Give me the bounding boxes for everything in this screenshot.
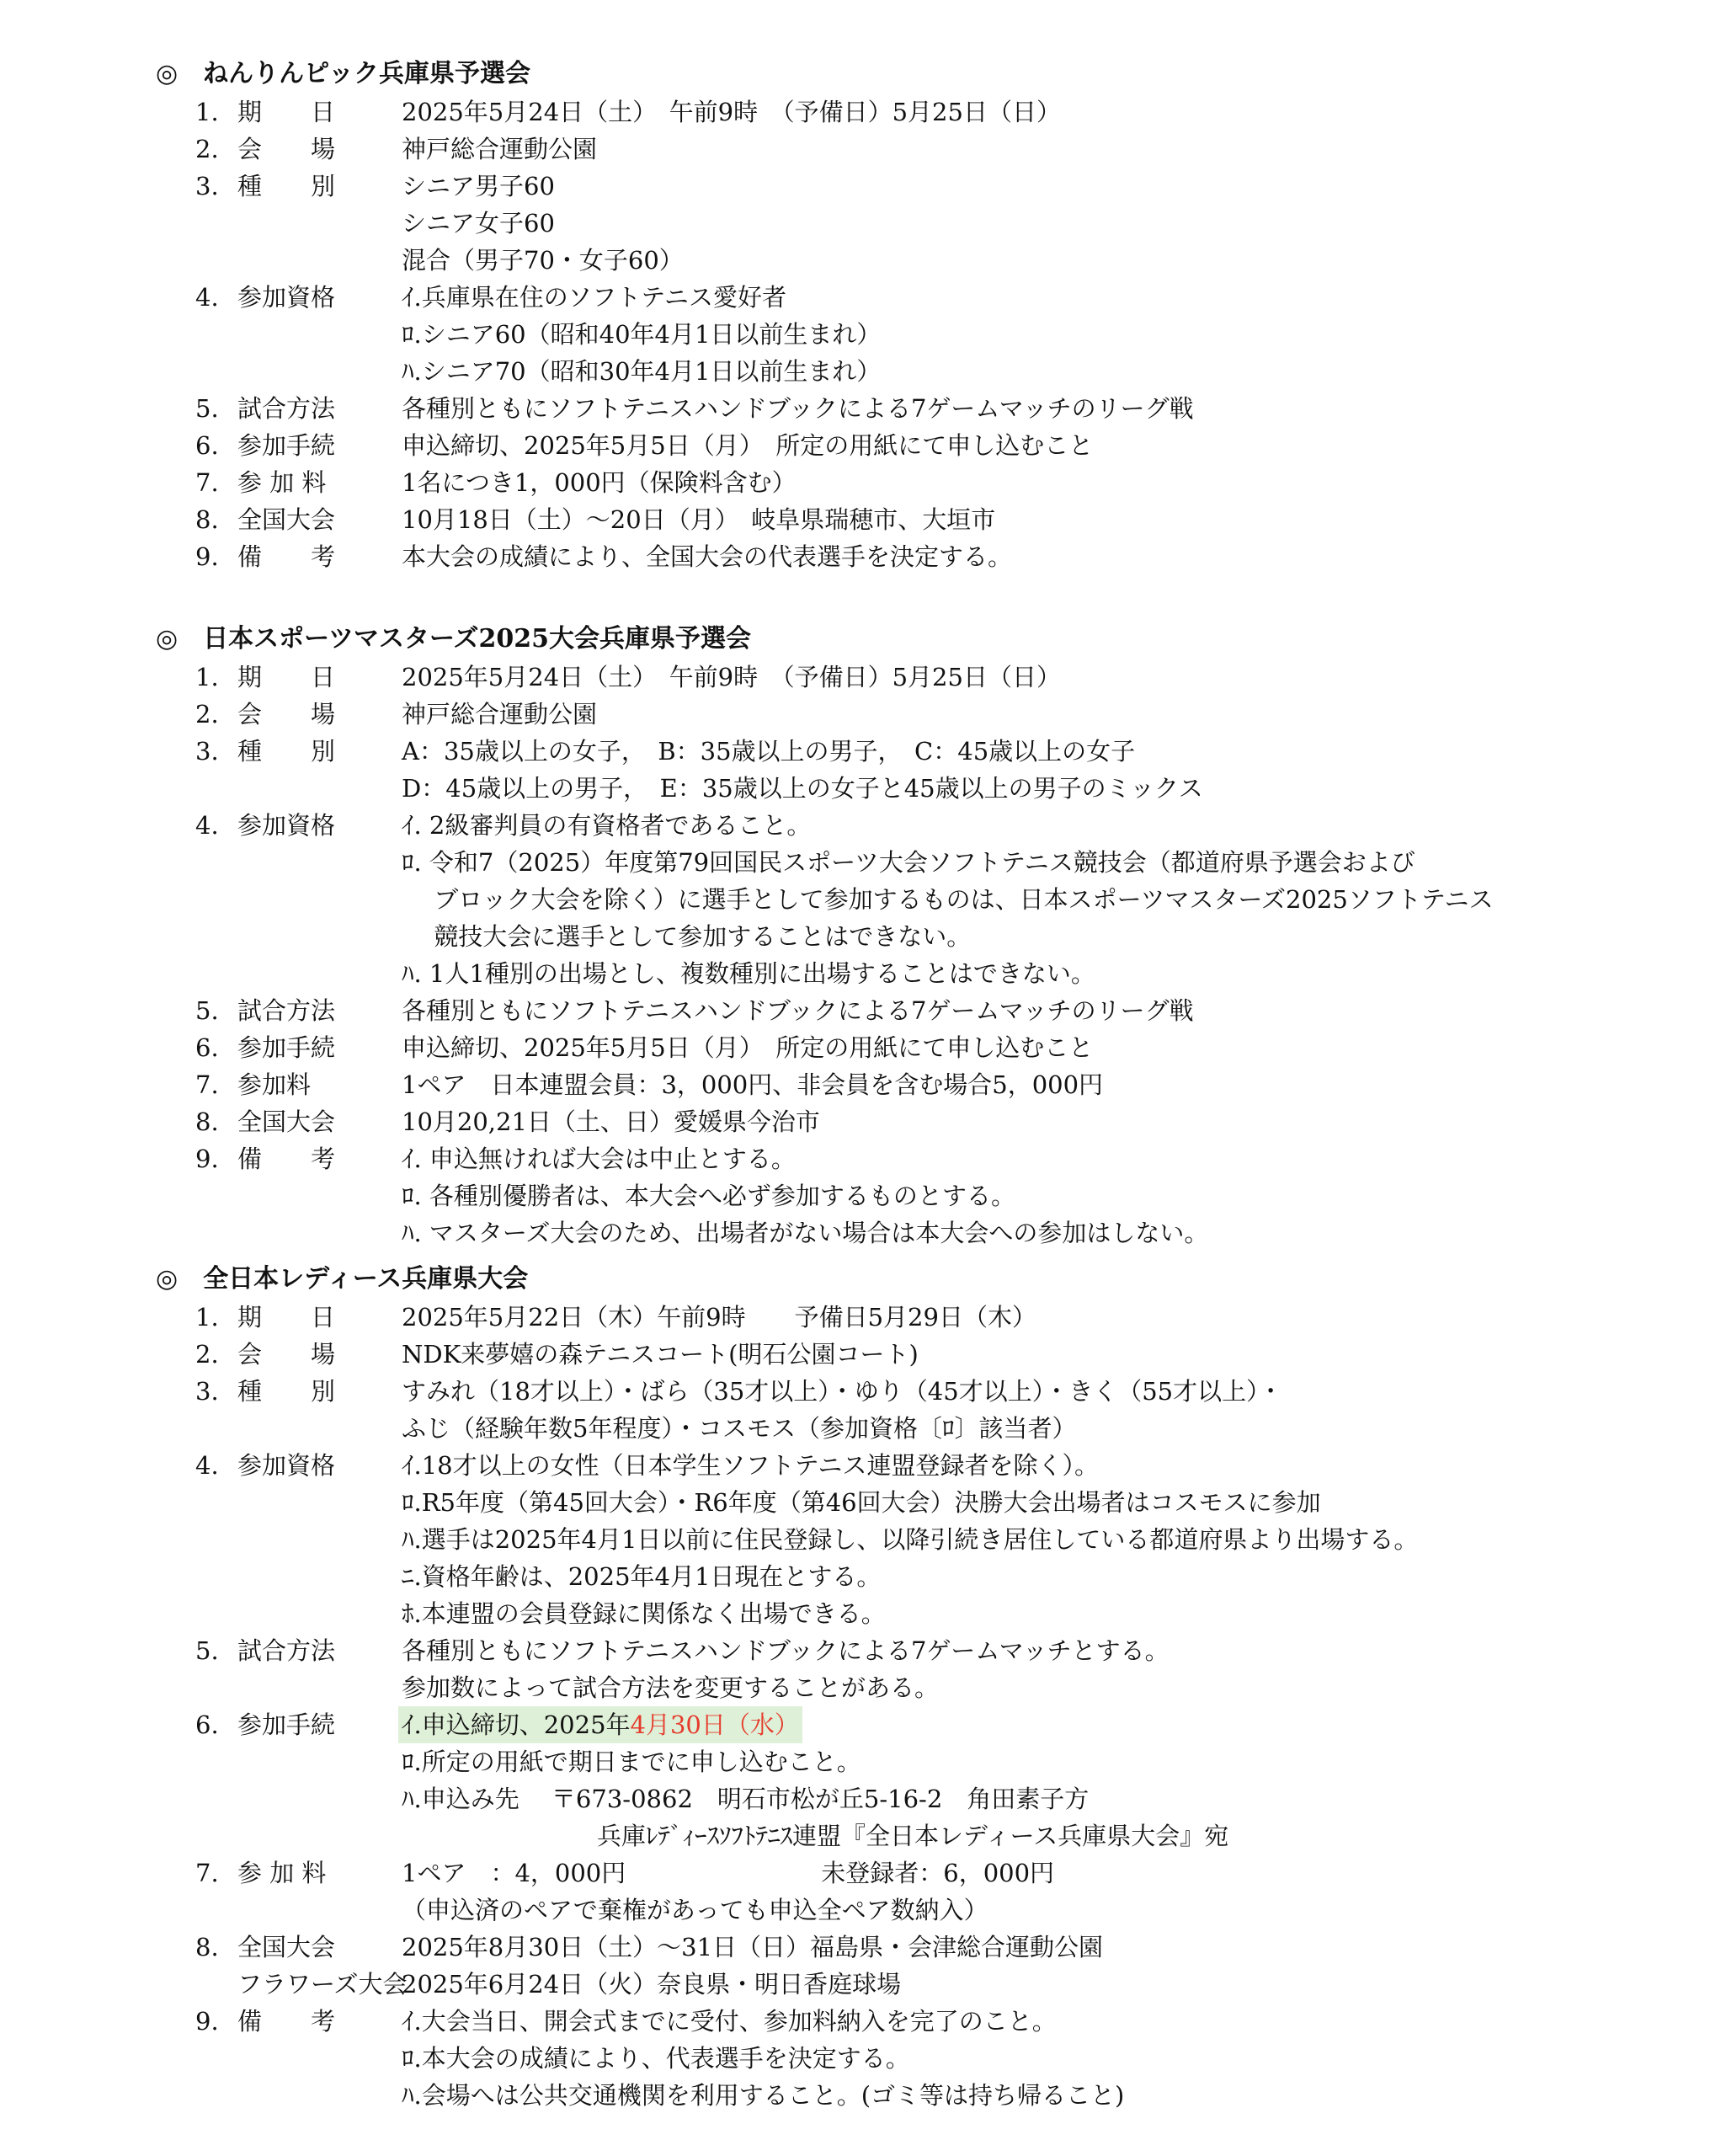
item-number: 4. xyxy=(195,811,219,840)
item-label: 全国大会 xyxy=(237,1107,336,1136)
item-number: 8. xyxy=(195,1107,219,1136)
item-label: 参加資格 xyxy=(237,1451,336,1480)
item-text: 10月20,21日（土、日）愛媛県今治市 xyxy=(402,1107,820,1136)
item-text: ｲ.18才以上の女性（日本学生ソフトテニス連盟登録者を除く）。 xyxy=(402,1451,1099,1480)
item-label: 参加料 xyxy=(237,1070,312,1099)
item-text: A：35歳以上の女子， B：35歳以上の男子， C：45歳以上の女子 xyxy=(402,737,1136,766)
item-text: シニア女子60 xyxy=(402,209,555,237)
item-number: 1. xyxy=(195,663,219,691)
item-text: ﾊ.シニア70（昭和30年4月1日以前生まれ） xyxy=(402,357,882,386)
item-text: 2025年5月24日（土） 午前9時 （予備日）5月25日（日） xyxy=(402,663,1061,691)
item-label: 期 日 xyxy=(237,1303,336,1331)
item-text: ﾛ. 各種別優勝者は、本大会へ必ず参加するものとする。 xyxy=(402,1182,1015,1210)
item-number: 9. xyxy=(195,542,219,571)
item-label: 種 別 xyxy=(237,737,336,766)
item-text: ﾎ.本連盟の会員登録に関係なく出場できる。 xyxy=(402,1599,886,1628)
item-text: ｲ.兵庫県在住のソフトテニス愛好者 xyxy=(402,283,786,312)
item-number: 6. xyxy=(195,431,219,460)
item-label: 参 加 料 xyxy=(237,1859,327,1887)
item-text: 各種別ともにソフトテニスハンドブックによる7ゲームマッチのリーグ戦 xyxy=(402,394,1194,423)
item-label: 試合方法 xyxy=(237,1636,336,1665)
item-number: 7. xyxy=(195,468,219,497)
item-text: ﾆ.資格年齢は、2025年4月1日現在とする。 xyxy=(402,1562,882,1591)
item-label: 全国大会 xyxy=(237,505,336,534)
deadline-text: ｲ.申込締切、2025年 xyxy=(402,1710,631,1739)
item-label: 試合方法 xyxy=(237,996,336,1025)
item-label: 参加手続 xyxy=(237,1033,336,1062)
item-text: ブロック大会を除く）に選手として参加するものは、日本スポーツマスターズ2025ソフトテニス xyxy=(402,885,1494,914)
item-number: 4. xyxy=(195,283,219,312)
item-text: ﾊ. 1人1種別の出場とし、複数種別に出場することはできない。 xyxy=(402,959,1095,988)
item-number: 4. xyxy=(195,1451,219,1480)
item-text: ﾊ.選手は2025年4月1日以前に住民登録し、以降引続き居住している都道府県より出場する。 xyxy=(402,1525,1419,1554)
item-text: 申込締切、2025年5月5日（月） 所定の用紙にて申し込むこと xyxy=(402,431,1094,460)
item-text: 申込締切、2025年5月5日（月） 所定の用紙にて申し込むこと xyxy=(402,1033,1094,1062)
item-text: 兵庫ﾚﾃﾞｨｰｽｿﾌﾄﾃﾆｽ連盟『全日本レディース兵庫県大会』宛 xyxy=(402,1822,1229,1850)
item-label: 参加資格 xyxy=(237,283,336,312)
item-text: ﾛ. 令和7（2025）年度第79回国民スポーツ大会ソフトテニス競技会（都道府県予選会および xyxy=(402,848,1415,877)
item-label: 参加手続 xyxy=(237,1710,336,1739)
item-label: 備 考 xyxy=(237,2007,336,2036)
item-number: 2. xyxy=(195,1340,219,1369)
item-text: ｲ.大会当日、開会式までに受付、参加料納入を完了のこと。 xyxy=(402,2007,1057,2036)
section-title: ◎ 日本スポーツマスターズ2025大会兵庫県予選会 xyxy=(156,624,751,654)
item-text: 1ペア ：4，000円 未登録者：6，000円 xyxy=(402,1859,1055,1887)
item-text: 混合（男子70・女子60） xyxy=(402,246,684,275)
item-text: 競技大会に選手として参加することはできない。 xyxy=(402,922,972,951)
item-number: 8. xyxy=(195,505,219,534)
item-text: 2025年5月24日（土） 午前9時 （予備日）5月25日（日） xyxy=(402,98,1061,126)
item-number: 3. xyxy=(195,737,219,766)
deadline-highlight xyxy=(398,1706,802,1743)
section-title: ◎ 全日本レディース兵庫県大会 xyxy=(156,1264,529,1294)
item-label: 期 日 xyxy=(237,98,336,126)
item-number: 7. xyxy=(195,1859,219,1887)
item-label: 参 加 料 xyxy=(237,468,327,497)
flowers-label: フラワーズ大会 xyxy=(237,1970,408,1999)
item-label: 種 別 xyxy=(237,1377,336,1406)
item-number: 7. xyxy=(195,1070,219,1099)
item-text: 1ペア 日本連盟会員：3，000円、非会員を含む場合5，000円 xyxy=(402,1070,1104,1099)
item-text: NDK来夢嬉の森テニスコート(明石公園コート) xyxy=(402,1340,919,1369)
item-text: 2025年5月22日（木）午前9時 予備日5月29日（木） xyxy=(402,1303,1036,1331)
item-label: 会 場 xyxy=(237,700,336,728)
item-label: 備 考 xyxy=(237,542,336,571)
item-label: 期 日 xyxy=(237,663,336,691)
item-text: シニア男子60 xyxy=(402,172,555,200)
item-text: ﾛ.本大会の成績により、代表選手を決定する。 xyxy=(402,2044,910,2073)
deadline-date: 4月30日（水） xyxy=(630,1710,799,1739)
item-text: ﾊ.申込み先 〒673-0862 明石市松が丘5-16-2 角田素子方 xyxy=(402,1785,1090,1813)
item-number: 9. xyxy=(195,2007,219,2036)
item-label: 参加資格 xyxy=(237,811,336,840)
item-text: 各種別ともにソフトテニスハンドブックによる7ゲームマッチとする。 xyxy=(402,1636,1170,1665)
item-label: 会 場 xyxy=(237,1340,336,1369)
item-text: ﾛ.R5年度（第45回大会）・R6年度（第46回大会）決勝大会出場者はコスモスに参加 xyxy=(402,1488,1321,1517)
item-number: 1. xyxy=(195,1303,219,1331)
item-label: 試合方法 xyxy=(237,394,336,423)
flowers-text: 2025年6月24日（火）奈良県・明日香庭球場 xyxy=(402,1970,902,1999)
item-number: 5. xyxy=(195,996,219,1025)
item-text: ｲ. 2級審判員の有資格者であること。 xyxy=(402,811,812,840)
item-number: 5. xyxy=(195,394,219,423)
item-number: 5. xyxy=(195,1636,219,1665)
item-number: 8. xyxy=(195,1933,219,1961)
item-label: 種 別 xyxy=(237,172,336,200)
item-text: ふじ（経験年数5年程度）・コスモス（参加資格〔ﾛ〕該当者） xyxy=(402,1414,1077,1443)
section-title: ◎ ねんりんピック兵庫県予選会 xyxy=(156,59,530,88)
item-text: 1名につき1，000円（保険料含む） xyxy=(402,468,797,497)
item-text: ｲ. 申込無ければ大会は中止とする。 xyxy=(402,1145,796,1173)
item-number: 3. xyxy=(195,172,219,200)
item-text: 2025年8月30日（土）～31日（日）福島県・会津総合運動公園 xyxy=(402,1933,1104,1961)
item-label: 会 場 xyxy=(237,135,336,163)
item-text: 10月18日（土）～20日（月） 岐阜県瑞穂市、大垣市 xyxy=(402,505,996,534)
item-text: ﾊ. マスターズ大会のため、出場者がない場合は本大会への参加はしない。 xyxy=(402,1219,1209,1247)
item-text: ﾛ.所定の用紙で期日までに申し込むこと。 xyxy=(402,1748,861,1776)
item-label: 参加手続 xyxy=(237,431,336,460)
item-text: ﾛ.シニア60（昭和40年4月1日以前生まれ） xyxy=(402,320,882,349)
item-label: 全国大会 xyxy=(237,1933,336,1961)
item-number: 6. xyxy=(195,1033,219,1062)
item-number: 6. xyxy=(195,1710,219,1739)
item-text: 神戸総合運動公園 xyxy=(402,135,598,163)
item-number: 1. xyxy=(195,98,219,126)
item-label: 備 考 xyxy=(237,1145,336,1173)
item-number: 2. xyxy=(195,135,219,163)
item-text: （申込済のペアで棄権があっても申込全ペア数納入） xyxy=(402,1896,988,1924)
item-text: 参加数によって試合方法を変更することがある。 xyxy=(402,1673,940,1702)
item-number: 2. xyxy=(195,700,219,728)
item-number: 9. xyxy=(195,1145,219,1173)
item-text: 本大会の成績により、全国大会の代表選手を決定する。 xyxy=(402,542,1013,571)
item-text: すみれ（18才以上）・ばら（35才以上）・ゆり（45才以上）・きく（55才以上）・ xyxy=(402,1377,1283,1406)
item-text: 各種別ともにソフトテニスハンドブックによる7ゲームマッチのリーグ戦 xyxy=(402,996,1194,1025)
item-text: D：45歳以上の男子， E：35歳以上の女子と45歳以上の男子のミックス xyxy=(402,774,1203,803)
item-number: 3. xyxy=(195,1377,219,1406)
item-text: 神戸総合運動公園 xyxy=(402,700,598,728)
item-text: ﾊ.会場へは公共交通機関を利用すること。(ゴミ等は持ち帰ること) xyxy=(402,2081,1125,2110)
